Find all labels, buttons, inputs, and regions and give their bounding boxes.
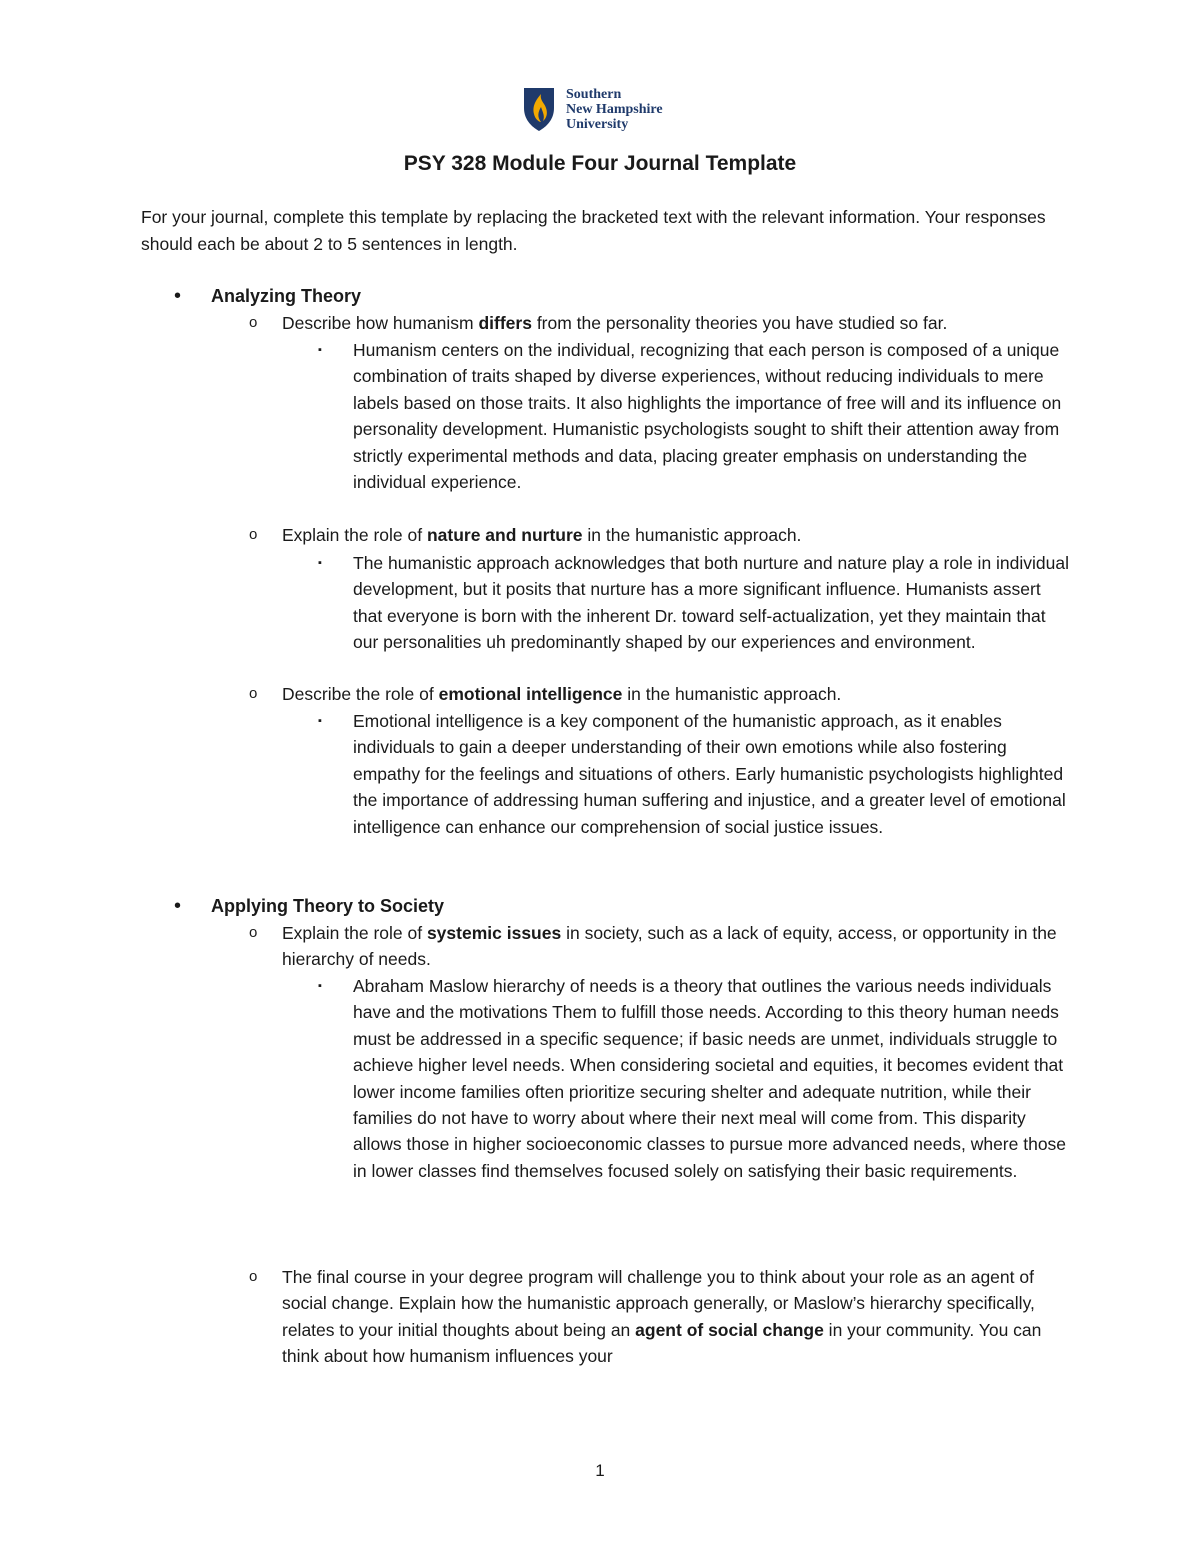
response-nature-nurture: The humanistic approach acknowledges that both nurture and nature play a role in individual development, but it posits that nurture has a more significant influence. Humanists assert that everyone is born with the inherent Dr. toward self-actualization, yet they maintain that our personalities uh predominantly shaped by our experiences and environment. xyxy=(353,553,1070,653)
prompt-systemic-issues: Explain the role of systemic issues in society, such as a lack of equity, access, or opportunity in the hierarchy of needs. xyxy=(282,923,1057,970)
response-systemic-issues: Abraham Maslow hierarchy of needs is a theory that outlines the various needs individuals have and the motivations Them to fulfill those needs. According to this theory human needs must be addressed in a specific sequence; if basic needs are unmet, individuals struggle to achieve higher level needs. When considering societal and equities, it becomes evident that lower income families often prioritize securing shelter and adequate nutrition, while their families do not have to worry about where their next meal will come from. This disparity allows those in higher socioeconomic classes to pursue more advanced needs, where those in lower classes find themselves focused solely on satisfying their basic requirements. xyxy=(353,976,1067,1181)
response-bullet: ▪ xyxy=(318,980,322,992)
section-bullet: • xyxy=(174,285,182,307)
prompt-agent-of-social-change: The final course in your degree program will challenge you to think about your role as an agent of social change. Explain how the humanistic approach generally, or Maslow’s hierarchy specifically, relates to your initial thoughts about being an agent of social change in your community. You can think about how humanism influences your xyxy=(282,1267,1042,1367)
section-heading-analyzing-theory: Analyzing Theory xyxy=(211,286,362,306)
flame-shield-icon xyxy=(522,86,556,132)
intro-paragraph: For your journal, complete this template by replacing the bracketed text with the relevant information. Your responses should each be about 2 to 5 sentences in length. xyxy=(141,207,1046,254)
prompt-nature-nurture: Explain the role of nature and nurture in the humanistic approach. xyxy=(282,525,802,545)
prompt-bullet: o xyxy=(249,1268,258,1285)
prompt-emotional-intelligence: Describe the role of emotional intelligence in the humanistic approach. xyxy=(282,684,842,704)
prompt-bullet: o xyxy=(249,314,258,331)
logo-wordmark xyxy=(566,87,663,132)
university-logo xyxy=(522,84,663,134)
response-bullet: ▪ xyxy=(318,557,322,569)
logo-line-2: New Hampshire xyxy=(566,101,663,117)
response-bullet: ▪ xyxy=(318,715,322,727)
section-bullet: • xyxy=(174,895,182,917)
response-emotional-intelligence: Emotional intelligence is a key component of the humanistic approach, as it enables individuals to gain a deeper understanding of their own emotions while also fostering empathy for the feelings and situations of others. Early humanistic psychologists highlighted the importance of addressing human suffering and injustice, and a greater level of emotional intelligence can enhance our comprehension of social justice issues. xyxy=(353,711,1066,837)
prompt-bullet: o xyxy=(249,685,258,702)
prompt-bullet: o xyxy=(249,526,258,543)
response-differs: Humanism centers on the individual, recognizing that each person is composed of a unique combination of traits shaped by diverse experiences, without reducing individuals to mere labels based on those traits. It also highlights the importance of free will and its influence on personality development. Humanistic psychologists sought to shift their attention away from strictly experimental methods and data, placing greater emphasis on understanding the individual experience. xyxy=(353,340,1062,493)
prompt-bullet: o xyxy=(249,924,258,941)
prompt-differs: Describe how humanism differs from the personality theories you have studied so far. xyxy=(282,313,948,333)
logo-line-3: University xyxy=(566,116,629,132)
page-number: 1 xyxy=(595,1461,605,1480)
response-bullet: ▪ xyxy=(318,344,322,356)
document-title: PSY 328 Module Four Journal Template xyxy=(403,152,797,175)
logo-line-1: Southern xyxy=(566,86,622,102)
section-heading-applying-theory: Applying Theory to Society xyxy=(211,896,445,916)
